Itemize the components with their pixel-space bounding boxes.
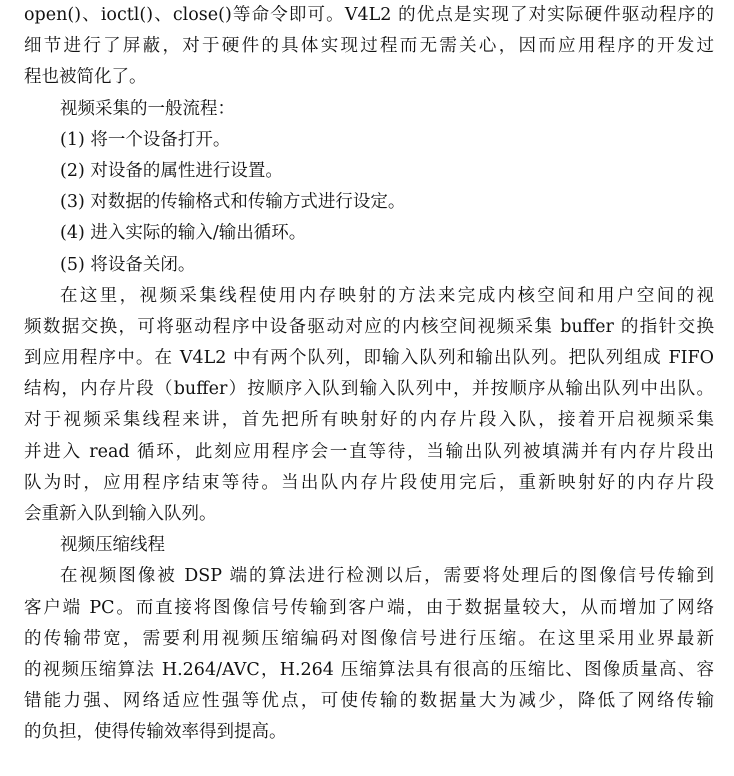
- text-line: 的负担，使得传输效率得到提高。: [24, 722, 287, 743]
- capture-steps-list: [24, 125, 714, 281]
- list-item: (2) 对设备的属性进行设置。: [60, 160, 283, 181]
- text-line: 的视频压缩算法 H.264/AVC，H.264 压缩算法具有很高的压缩比、图像质量高、容: [24, 659, 714, 680]
- text-line: 频数据交换，可将驱动程序中设备驱动对应的内核空间视频采集 buffer 的指针交换: [24, 316, 714, 337]
- text-line: open()、ioctl()、close()等命令即可。V4L2 的优点是实现了对实际硬件驱动程序的: [24, 5, 714, 25]
- text-line: 视频采集的一般流程：: [60, 98, 235, 119]
- text-line: 在这里，视频采集线程使用内存映射的方法来完成内核空间和用户空间的视: [60, 285, 714, 306]
- paragraph-capture-flow-intro: [24, 94, 714, 125]
- text-line: 细节进行了屏蔽，对于硬件的具体实现过程而无需关心，因而应用程序的开发过: [24, 36, 714, 57]
- list-item: (1) 将一个设备打开。: [60, 129, 231, 150]
- text-line: 错能力强、网络适应性强等优点，可使传输的数据量大为减少，降低了网络传输: [24, 691, 714, 712]
- list-item: (3) 对数据的传输格式和传输方式进行设定。: [60, 192, 406, 213]
- list-item: (5) 将设备关闭。: [60, 254, 196, 275]
- text-line: 并进入 read 循环，此刻应用程序会一直等待，当输出队列被填满并有内存片段出: [24, 441, 714, 462]
- paragraph-video-compression: [24, 561, 714, 748]
- paragraph-memory-mapping: [24, 281, 714, 531]
- text-line: 对于视频采集线程来讲，首先把所有映射好的内存片段入队，接着开启视频采集: [24, 410, 714, 431]
- text-line: 到应用程序中。在 V4L2 中有两个队列，即输入队列和输出队列。把队列组成 FIFO: [24, 348, 714, 369]
- section-heading-video-compression: [24, 530, 714, 561]
- section-heading: 视频压缩线程: [60, 535, 165, 556]
- text-line: 会重新入队到输入队列。: [24, 504, 217, 524]
- text-line: 在视频图像被 DSP 端的算法进行检测以后，需要将处理后的图像信号传输到: [60, 566, 714, 587]
- text-line: 客户端 PC。而直接将图像信号传输到客户端，由于数据量较大，从而增加了网络: [24, 597, 714, 618]
- text-line: 的传输带宽，需要利用视频压缩编码对图像信号进行压缩。在这里采用业界最新: [24, 628, 714, 649]
- text-line: 程也被简化了。: [24, 67, 147, 88]
- text-line: 队为时，应用程序结束等待。当出队内存片段使用完后，重新映射好的内存片段: [24, 472, 714, 493]
- list-item: (4) 进入实际的输入/输出循环。: [60, 223, 307, 244]
- paragraph-v4l2-advantage: [24, 0, 714, 94]
- text-line: 结构，内存片段（buffer）按顺序入队到输入队列中，并按顺序从输出队列中出队。: [24, 379, 714, 400]
- document-page: [24, 0, 714, 749]
